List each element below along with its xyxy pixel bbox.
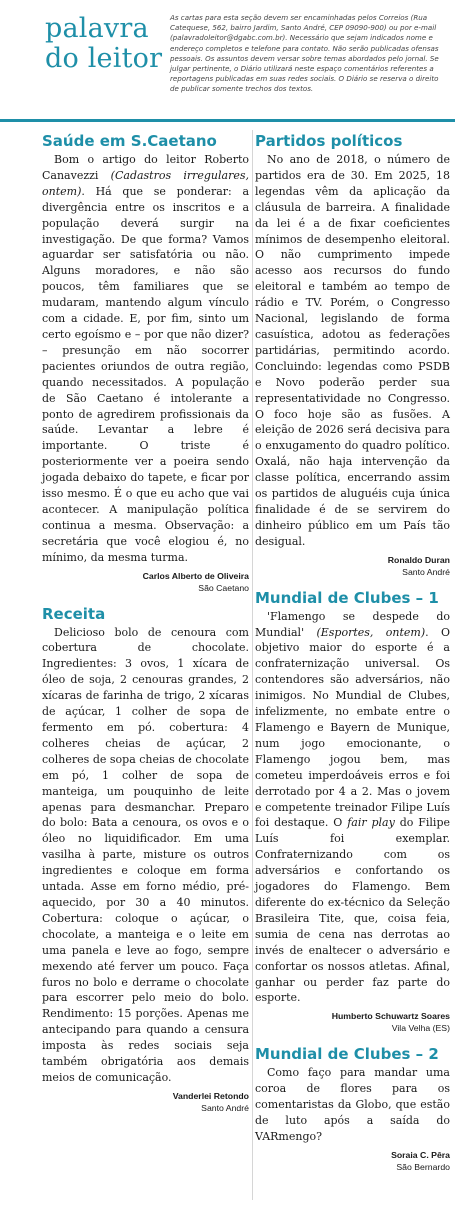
letter-title: Partidos políticos	[255, 132, 403, 150]
letter-city: Santo André	[402, 566, 450, 577]
letter-author: Carlos Alberto de Oliveira	[142, 570, 249, 581]
left-column	[42, 122, 249, 1114]
letter-receita	[42, 605, 249, 1114]
letter-partidos	[255, 132, 450, 578]
letter-title: Mundial de Clubes – 1	[255, 588, 439, 607]
letter-city: Santo André	[201, 1102, 249, 1113]
letter-title: Mundial de Clubes – 2	[255, 1045, 439, 1064]
letter-mundial-2	[255, 1045, 450, 1173]
letter-body: 'Flamengo se despede do Mundial' (Esportes, ontem). O objetivo maior do esporte é a confraternização universal. Os contendores são adversários, não inimigos. No Mundial de Clubes, infelizmente, no embate entre o Flamengo e Bayern de Munique, num jogo emocionante, o Flamengo jogou bem, mas cometeu imperdoáveis erros e foi derrotado por 4 a 2. Mas o jovem e competente treinador Filipe Luís foi destaque. O fair play do Filipe Luís foi exemplar. Confraternizando com os adversários e confortando os jogadores do Flamengo. Bem diferente do ex-técnico da Seleção Brasileira Tite, que, coisa feia, sumia de cena nas derrotas ao invés de enaltecer o adversário e confortar os nossos atletas. Afinal, ganhar ou perder faz parte do esporte.	[255, 609, 450, 1005]
letter-author: Humberto Schuwartz Soares	[331, 1011, 450, 1022]
letter-title: Receita	[42, 604, 106, 623]
column-divider	[252, 130, 253, 1200]
letter-city: São Caetano	[198, 582, 249, 593]
letter-city: Vila Velha (ES)	[391, 1023, 450, 1034]
masthead	[0, 0, 455, 118]
section-title-line2: do leitor	[45, 43, 163, 74]
right-column	[255, 122, 450, 1173]
letter-title: Saúde em S.Caetano	[42, 132, 217, 150]
article-reference: (Cadastros irregulares, ontem)	[42, 168, 249, 198]
letter-body: Como faço para mandar uma coroa de flores para os comentaristas da Globo, que estão de luto após a saída do VARmengo?	[255, 1066, 450, 1143]
letter-author: Vanderlei Retondo	[172, 1090, 249, 1101]
letter-author: Ronaldo Duran	[387, 554, 450, 565]
section-title	[45, 14, 162, 74]
letter-body: Delicioso bolo de cenoura com cobertura de chocolate. Ingredientes: 3 ovos, 1 xícara de óleo de soja, 2 cenouras grandes, 2 xícaras de farinha de trigo, 2 xícaras de açúcar, 1 colher de sopa de fermento em pó. cobertura: 4 colheres cheias de açúcar, 2 colheres de sopa cheias de chocolate em pó, 1 colher de sopa de manteiga, um pouquinho de leite apenas para desmanchar. Preparo do bolo: Bata a cenoura, os ovos e o óleo no liquidificador. Em uma vasilha à parte, misture os outros ingredientes e coloque em forma untada. Asse em forno médio, pré-aquecido, por 30 a 40 minutos. Cobertura: coloque o açúcar, o chocolate, a manteiga e o leite em uma panela e leve ao fogo, sempre mexendo até ferver um pouco. Faça furos no bolo e derrame o chocolate para escorrer pelo meio do bolo. Rendimento: 15 porções. Apenas me antecipando para quando a censura imposta às redes sociais seja também obrigatória aos demais meios de comunicação.	[42, 625, 249, 1084]
letter-saude	[42, 132, 249, 594]
letter-city: São Bernardo	[396, 1161, 450, 1172]
letter-author: Soraia C. Pêra	[391, 1149, 450, 1160]
fair-play-term: fair play	[347, 816, 395, 830]
letter-body: No ano de 2018, o número de partidos era de 30. Em 2025, 18 legendas vêm da aplicação da cláusula de barreira. A finalidade da lei é a de fixar coeficientes mínimos de desempenho eleitoral. O não cumprimento impede acesso aos recursos do fundo eleitoral e também ao tempo de rádio e TV. Porém, o Congresso Nacional, legislando de forma casuística, adotou as federações partidárias, permitindo acordo. Concluindo: legendas como PSDB e Novo poderão perder sua representatividade no Congresso. O foco hoje são as fusões. A eleição de 2026 será decisiva para o enxugamento do quadro político. Oxalá, não haja intervenção da classe política, encerrando assim os partidos de aluguéis cuja única finalidade é de se servirem do dinheiro público em um País tão desigual.	[255, 153, 450, 548]
submission-guidelines: As cartas para esta seção devem ser encaminhadas pelos Correios (Rua Catequese, 562, bairro Jardim, Santo André, CEP 09090-900) ou por e-mail (palavradoleitor@dgabc.com.br). Necessário que sejam indicados nome e endereço completos e telefone para contato. Não serão publicadas ofensas pessoais. Os assuntos devem versar sobre temas abordados pelo jornal. Se julgar pertinente, o Diário utilizará neste espaço comentários referentes a reportagens publicadas em suas redes sociais. O Diário se reserva o direito de publicar somente trechos dos textos.	[170, 13, 439, 94]
letter-body: Bom o artigo do leitor Roberto Canavezzi (Cadastros irregulares, ontem). Há que se ponderar: a divergência entre os inscritos e a população deverá surgir na investigação. De que forma? Vamos aguardar ser satisfatória ou não. Alguns moradores, e não são poucos, têm familiares que se mudaram, mantendo algum vínculo com a cidade. E, por fim, sinto um certo egoísmo e – por que não dizer? – presunção em não socorrer pacientes oriundos de outra região, quando necessitados. A população de São Caetano é intolerante a ponto de agredirem profissionais da saúde. Levantar a lebre é importante. O triste é posteriormente ver a poeira sendo jogada debaixo do tapete, e ficar por isso mesmo. É o que eu acho que vai acontecer. A manipulação política continua a mesma. Observação: a secretária que você elogiou é, no mínimo, da mesma turma.	[42, 153, 249, 564]
section-title-line1: palavra	[45, 13, 149, 44]
letter-mundial-1	[255, 589, 450, 1035]
article-reference: (Esportes, ontem)	[316, 625, 426, 639]
